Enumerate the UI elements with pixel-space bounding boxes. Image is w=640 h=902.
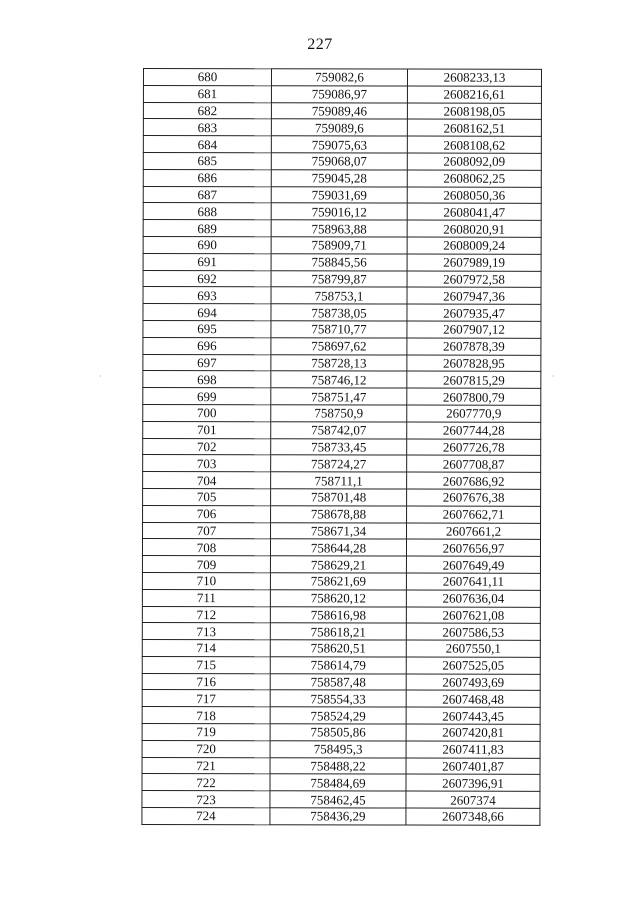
table-row [142,791,540,809]
y-coordinate-cell: 2608198,05 [407,103,541,120]
y-coordinate-cell: 2607411,83 [406,741,540,758]
x-coordinate-cell: 758629,21 [270,556,406,573]
point-number-cell: 705 [143,488,271,505]
table-row [143,236,541,254]
x-coordinate-cell: 758614,79 [270,657,406,674]
table-row [143,152,541,170]
y-coordinate-cell: 2608092,09 [407,153,541,170]
x-coordinate-cell: 758462,45 [270,791,406,808]
x-coordinate-cell: 758484,69 [270,774,406,791]
point-number-cell: 713 [142,623,270,640]
table-row [143,354,541,372]
x-coordinate-cell: 758524,29 [270,707,406,724]
y-coordinate-cell: 2607396,91 [406,775,540,792]
y-coordinate-cell: 2607989,19 [407,254,541,271]
point-number-cell: 699 [143,388,271,405]
point-number-cell: 695 [143,320,271,337]
y-coordinate-cell: 2607649,49 [406,556,540,573]
y-coordinate-cell: 2608009,24 [407,237,541,254]
table-row [142,556,540,574]
table-row [143,320,541,338]
y-coordinate-cell: 2607468,48 [406,691,540,708]
coordinates-table [141,68,542,826]
x-coordinate-cell: 758799,87 [271,270,407,287]
x-coordinate-cell: 758671,34 [271,522,407,539]
y-coordinate-cell: 2608108,62 [407,136,541,153]
point-number-cell: 684 [143,136,271,153]
table-row [143,85,541,103]
y-coordinate-cell: 2607636,04 [406,590,540,607]
point-number-cell: 687 [143,186,271,203]
point-number-cell: 688 [143,203,271,220]
x-coordinate-cell: 758587,48 [270,673,406,690]
x-coordinate-cell: 758697,62 [271,338,407,355]
x-coordinate-cell: 758618,21 [270,623,406,640]
x-coordinate-cell: 759089,6 [271,119,407,136]
x-coordinate-cell: 759089,46 [271,102,407,119]
table-row [143,186,541,204]
x-coordinate-cell: 758616,98 [270,606,406,623]
table-row [143,522,541,540]
point-number-cell: 681 [143,85,271,102]
point-number-cell: 710 [142,572,270,589]
x-coordinate-cell: 758728,13 [271,354,407,371]
point-number-cell: 707 [143,522,271,539]
x-coordinate-cell: 758620,51 [270,640,406,657]
point-number-cell: 709 [142,556,270,573]
scan-speck: · [552,372,555,381]
table-row [143,119,541,137]
x-coordinate-cell: 758505,86 [270,724,406,741]
point-number-cell: 686 [143,169,271,186]
y-coordinate-cell: 2607878,39 [407,338,541,355]
point-number-cell: 706 [143,505,271,522]
table-row [143,488,541,506]
point-number-cell: 683 [143,119,271,136]
y-coordinate-cell: 2607815,29 [407,371,541,388]
y-coordinate-cell: 2607935,47 [407,304,541,321]
table-row [143,371,541,389]
point-number-cell: 691 [143,253,271,270]
y-coordinate-cell: 2608020,91 [407,220,541,237]
y-coordinate-cell: 2607828,95 [407,355,541,372]
x-coordinate-cell: 758845,56 [271,254,407,271]
x-coordinate-cell: 758909,71 [271,237,407,254]
x-coordinate-cell: 758746,12 [271,371,407,388]
y-coordinate-cell: 2607621,08 [406,607,540,624]
point-number-cell: 722 [142,774,270,791]
y-coordinate-cell: 2607947,36 [407,287,541,304]
table-row [143,69,541,87]
x-coordinate-cell: 758750,9 [271,405,407,422]
table-row [142,656,540,674]
page-number: 227 [307,36,333,53]
point-number-cell: 693 [143,287,271,304]
y-coordinate-cell: 2608216,61 [407,86,541,103]
table-row [142,757,540,775]
table-row [143,455,541,473]
point-number-cell: 721 [142,757,270,774]
x-coordinate-cell: 758678,88 [271,505,407,522]
y-coordinate-cell: 2608062,25 [407,170,541,187]
x-coordinate-cell: 759086,97 [271,86,407,103]
y-coordinate-cell: 2607348,66 [406,808,540,825]
point-number-cell: 711 [142,589,270,606]
table-row [143,337,541,355]
y-coordinate-cell: 2607686,92 [407,472,541,489]
x-coordinate-cell: 759068,07 [271,153,407,170]
x-coordinate-cell: 758738,05 [271,304,407,321]
x-coordinate-cell: 758710,77 [271,321,407,338]
x-coordinate-cell: 758436,29 [270,808,406,825]
point-number-cell: 690 [143,236,271,253]
point-number-cell: 682 [143,102,271,119]
y-coordinate-cell: 2607443,45 [406,707,540,724]
y-coordinate-cell: 2607662,71 [407,506,541,523]
point-number-cell: 702 [143,438,271,455]
table-row [143,169,541,187]
table-row [142,724,540,742]
y-coordinate-cell: 2607550,1 [406,640,540,657]
table-row [142,572,540,590]
point-number-cell: 689 [143,220,271,237]
table-body [142,69,542,826]
y-coordinate-cell: 2608162,51 [407,119,541,136]
y-coordinate-cell: 2607525,05 [406,657,540,674]
y-coordinate-cell: 2607726,78 [407,439,541,456]
table-row [143,404,541,422]
table-row [142,606,540,624]
x-coordinate-cell: 759031,69 [271,186,407,203]
y-coordinate-cell: 2607744,28 [407,422,541,439]
y-coordinate-cell: 2607656,97 [406,539,540,556]
table-row [142,623,540,641]
x-coordinate-cell: 758733,45 [271,438,407,455]
x-coordinate-cell: 758724,27 [271,455,407,472]
x-coordinate-cell: 758711,1 [271,472,407,489]
table-row [143,505,541,523]
x-coordinate-cell: 758488,22 [270,757,406,774]
point-number-cell: 685 [143,152,271,169]
x-coordinate-cell: 758742,07 [271,422,407,439]
x-coordinate-cell: 758644,28 [270,539,406,556]
y-coordinate-cell: 2607770,9 [407,405,541,422]
point-number-cell: 724 [142,808,270,825]
table-row [143,472,541,490]
point-number-cell: 714 [142,640,270,657]
point-number-cell: 708 [142,539,270,556]
x-coordinate-cell: 758751,47 [271,388,407,405]
point-number-cell: 712 [142,606,270,623]
y-coordinate-cell: 2608041,47 [407,203,541,220]
table-row [143,102,541,120]
x-coordinate-cell: 759082,6 [271,69,407,86]
point-number-cell: 718 [142,707,270,724]
point-number-cell: 716 [142,673,270,690]
y-coordinate-cell: 2607800,79 [407,388,541,405]
x-coordinate-cell: 758963,88 [271,220,407,237]
table-row [143,270,541,288]
y-coordinate-cell: 2607641,11 [406,573,540,590]
table-row [142,808,540,826]
point-number-cell: 717 [142,690,270,707]
y-coordinate-cell: 2608233,13 [407,69,541,86]
table-row [143,421,541,439]
x-coordinate-cell: 758620,12 [270,589,406,606]
point-number-cell: 720 [142,740,270,757]
point-number-cell: 700 [143,404,271,421]
y-coordinate-cell: 2607972,58 [407,271,541,288]
x-coordinate-cell: 759016,12 [271,203,407,220]
y-coordinate-cell: 2607401,87 [406,758,540,775]
y-coordinate-cell: 2607493,69 [406,674,540,691]
table-row [142,673,540,691]
y-coordinate-cell: 2607586,53 [406,623,540,640]
point-number-cell: 719 [142,724,270,741]
point-number-cell: 697 [143,354,271,371]
y-coordinate-cell: 2607676,38 [407,489,541,506]
x-coordinate-cell: 758495,3 [270,741,406,758]
table-row [142,589,540,607]
x-coordinate-cell: 758621,69 [270,573,406,590]
y-coordinate-cell: 2607907,12 [407,321,541,338]
y-coordinate-cell: 2607420,81 [406,724,540,741]
x-coordinate-cell: 758701,48 [271,489,407,506]
table-row [143,136,541,154]
point-number-cell: 694 [143,304,271,321]
y-coordinate-cell: 2608050,36 [407,187,541,204]
point-number-cell: 723 [142,791,270,808]
table-row [143,388,541,406]
point-number-cell: 696 [143,337,271,354]
x-coordinate-cell: 759075,63 [271,136,407,153]
table-row [142,740,540,758]
y-coordinate-cell: 2607661,2 [407,523,541,540]
point-number-cell: 692 [143,270,271,287]
table-row [142,707,540,725]
point-number-cell: 680 [143,69,271,86]
table-row [142,640,540,658]
table-row [142,774,540,792]
table-row [143,438,541,456]
point-number-cell: 704 [143,472,271,489]
table-row [143,203,541,221]
table-row [143,220,541,238]
point-number-cell: 703 [143,455,271,472]
scan-speck: · [99,372,102,381]
table-row [143,287,541,305]
y-coordinate-cell: 2607708,87 [407,455,541,472]
table-row [143,253,541,271]
table-row [143,304,541,322]
table-row [142,539,540,557]
y-coordinate-cell: 2607374 [406,791,540,808]
point-number-cell: 698 [143,371,271,388]
table-row [142,690,540,708]
point-number-cell: 715 [142,656,270,673]
x-coordinate-cell: 758753,1 [271,287,407,304]
point-number-cell: 701 [143,421,271,438]
x-coordinate-cell: 758554,33 [270,690,406,707]
x-coordinate-cell: 759045,28 [271,170,407,187]
